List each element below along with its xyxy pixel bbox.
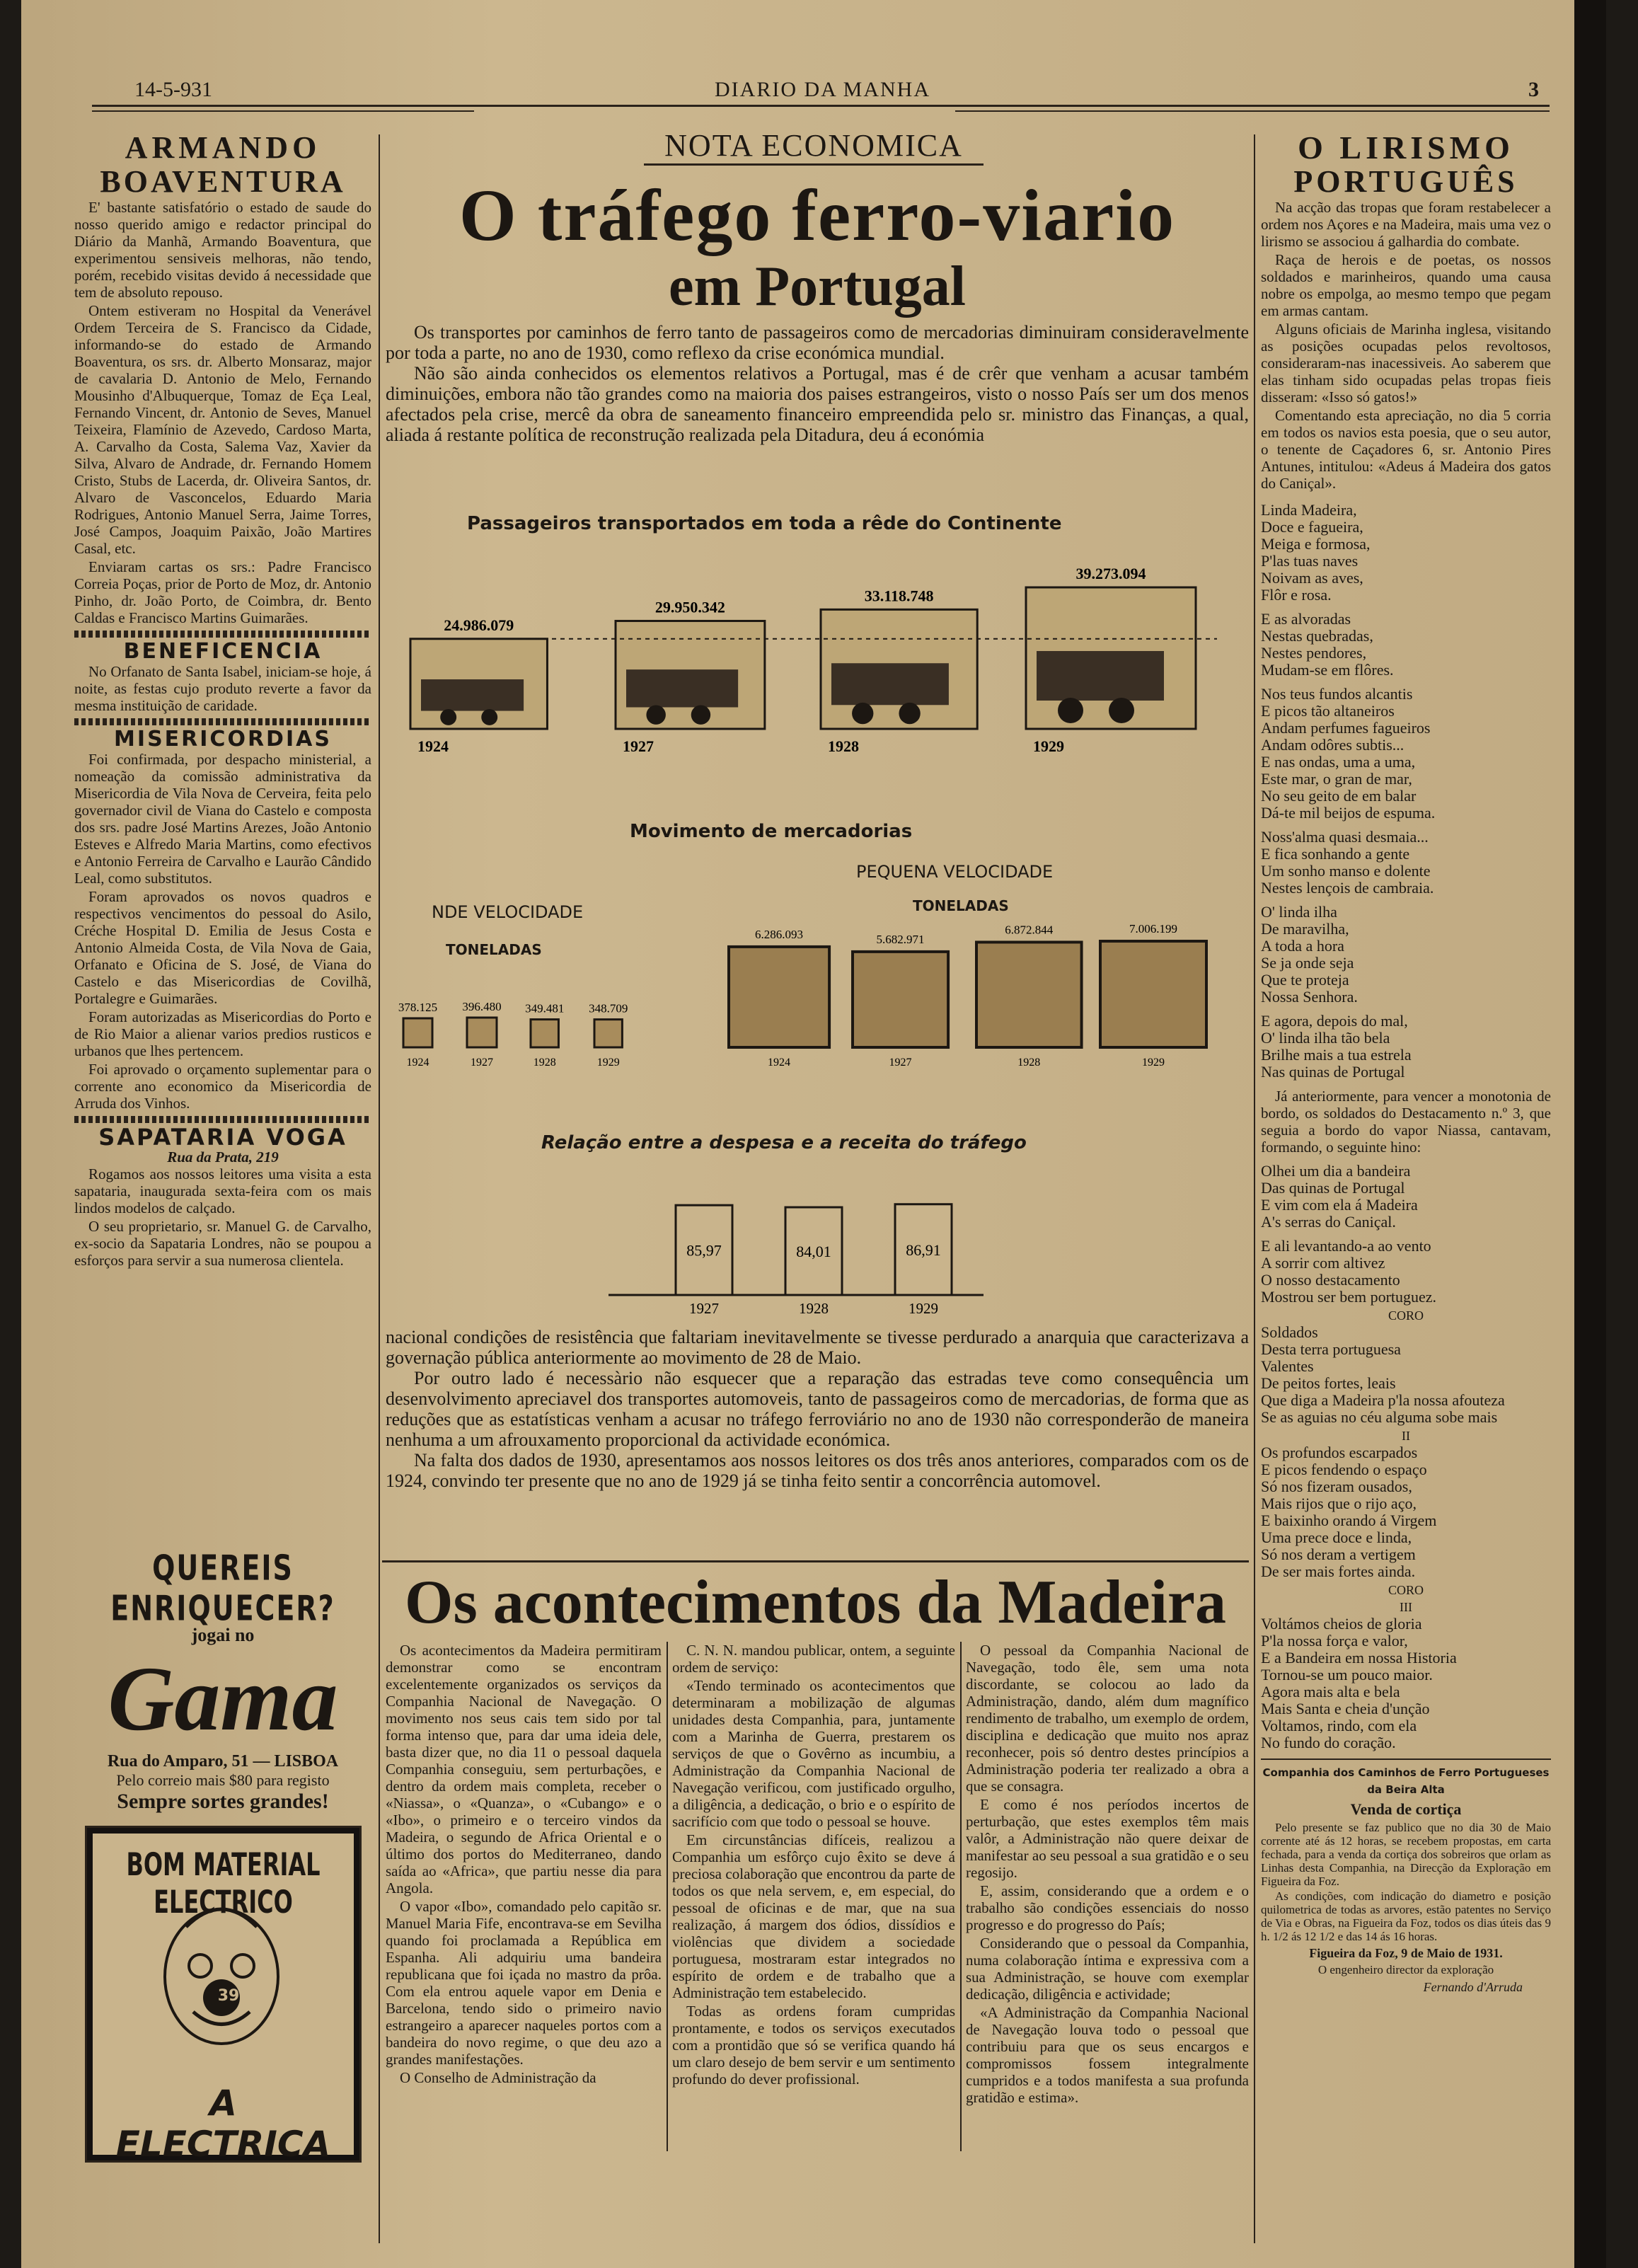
lirismo-intro: Na acção das tropas que foram restabelecer a ordem nos Açores e na Madeira, mais uma vez o lirismo se associou á galhardia do combate.: [1261, 199, 1551, 250]
hino-stanza-2: E ali levantando-a ao vento A sorrir com altivez O nosso destacamento Mostrou ser bem portuguez.: [1261, 1237, 1437, 1306]
poem-stanza-3: Nos teus fundos alcantis E picos tão altaneiros Andam perfumes fagueiros Andam odôres subtis... E nas ondas, uma a uma, Este mar, o gran de mar, No seu geito de em balar Dá-te mil beijos de espuma.: [1261, 685, 1436, 822]
poem-stanza-1: Linda Madeira, Doce e fagueira, Meiga e formosa, P'las tuas naves Noivam as aves, Flôr e rosa.: [1261, 501, 1371, 604]
pv-year-label: 1924: [768, 1057, 791, 1069]
poem-stanza-6: E agora, depois do mal, O' linda ilha tão bela Brilhe mais a tua estrela Nas quinas de Portugal: [1261, 1012, 1412, 1081]
lirismo-p4: Comentando esta apreciação, no dia 5 corria em todos os navios esta poesia, que o seu autor, o tenente de Caçadores 6, sr. Antonio Pires Antunes, intitulou: «Adeus á Madeira dos gatos do Caniçal».: [1261, 407, 1551, 492]
train-wheel-icon: [691, 705, 710, 724]
madeira-c3-p5: «A Administração da Companhia Nacional de Navegação louva todo o pessoal que contribuiu para que os seus encargos e compromissos fossem integralmente cumpridos e a todos manifesta a sua profunda gratidão e estima».: [966, 2004, 1249, 2106]
lirismo-p3: Alguns oficiais de Marinha inglesa, visitando as posições ocupadas pelos revoltosos, consideraram-nas inacessiveis. Ao saberem que elas tinham sido ocupadas pelas tropas fieis disseram: «Isso só gatos!»: [1261, 321, 1551, 405]
section-divider: [74, 631, 371, 638]
beneficencia-title: BENEFICENCIA: [123, 639, 323, 664]
chart-passengers: [403, 552, 1224, 764]
pv-year-label: 1928: [1017, 1057, 1041, 1069]
gv-crate-bar: [467, 1018, 497, 1047]
pv-unit: TONELADAS: [913, 897, 1009, 914]
gv-year-label: 1929: [596, 1057, 620, 1069]
lirismo-title-2: PORTUGUÊS: [1293, 164, 1518, 199]
gv-crate-bar: [594, 1020, 622, 1047]
beneficencia-text: No Orfanato de Santa Isabel, iniciam-se hoje, á noite, as festas cujo produto reverte a favor da mesma instituição de caridade.: [74, 663, 371, 714]
passenger-value-label: 33.118.748: [864, 587, 934, 605]
madeira-rule: [382, 1560, 1249, 1562]
chart-grande-velocidade: [389, 962, 658, 1076]
gama-logo: Gama: [108, 1648, 338, 1750]
train-wheel-icon: [1109, 698, 1134, 723]
pv-label: PEQUENA VELOCIDADE: [856, 862, 1054, 882]
train-wheel-icon: [481, 709, 497, 725]
ratio-value-label: 85,97: [686, 1241, 722, 1260]
pv-year-label: 1929: [1142, 1057, 1165, 1069]
electrica-store: A ELECTRICA: [115, 2083, 331, 2165]
trafego-headline: O tráfego ferro-viario: [458, 175, 1176, 256]
ratio-value-label: 86,91: [906, 1241, 941, 1259]
madeira-c2-p3: Em circunstâncias difíceis, realizou a Companhia um esfôrço cujo êxito se deve á preciosa colaboração que encontrou da parte de todos os que nela servem, e, em especial, do pessoal de oficinas e de mar, que na sua realização, á margem dos ódios, dissídios e violências que dividem a sociedade portuguesa, mostraram estar integrados no espírito de ordem e de trabalho que a Administração tem estabelecido.: [672, 1831, 955, 2001]
ratio-year-label: 1927: [689, 1300, 719, 1316]
gv-value-label: 349.481: [525, 1001, 565, 1015]
madeira-divider-1: [667, 1642, 668, 2151]
column-divider-right: [1254, 134, 1255, 2243]
ratio-year-label: 1929: [909, 1300, 938, 1316]
cp-signature: Fernando d'Arruda: [1423, 1980, 1523, 1994]
roman-2: II: [1402, 1429, 1410, 1443]
poem-stanza-5: O' linda ilha De maravilha, A toda a hora Se ja onde seja Que te proteja Nossa Senhora.: [1261, 903, 1358, 1006]
chart-ratio-title: Relação entre a despesa e a receita do tráfego: [541, 1132, 1027, 1153]
gv-year-label: 1924: [406, 1057, 429, 1069]
madeira-c2-p1: C. N. N. mandou publicar, ontem, a seguinte ordem de serviço:: [672, 1642, 955, 1676]
train-body-icon: [421, 679, 524, 711]
gv-crate-bar: [531, 1020, 558, 1047]
madeira-c2-p2: «Tendo terminado os acontecimentos que determinaram a mobilização de algumas unidades desta Companhia, para, juntamente com a Marinha de Guerra, prestarem os serviços de que o Govêrno as incumbiu, a Administração da Companhia Nacional de Navegação verificou, com justificado orgulho, a diligência, a dedicação, o brio e o espírito de sacrifício com que todo o pessoal se houve.: [672, 1677, 955, 1830]
misericordias-text-4: Foi aprovado o orçamento suplementar para o corrente ano economico da Misericordia de Arruda dos Vinhos.: [74, 1061, 371, 1112]
column-divider-left: [379, 134, 380, 2243]
ratio-value-label: 84,01: [796, 1243, 831, 1261]
newspaper-page: [21, 0, 1606, 2268]
poem: [1261, 502, 1551, 1081]
madeira-c3-p3: E, assim, considerando que a ordem e o trabalho são condições essenciais do nosso progresso e do progresso do País;: [966, 1882, 1249, 1933]
misericordias-text-1: Foi confirmada, por despacho ministerial, a nomeação da comissão administrativa da Misericordia de Vila Nova de Cerveira, feita pelo governador civil de Viana do Castelo e composta dos srs. padre José Martins Arezes, João Antonio Esteves e Alfredo Maria Martins, como efectivos e Antonio Ferreira de Carvalho e Laurão Cândido Leal, como substitutos.: [74, 751, 371, 887]
hino-stanza-5: Voltámos cheios de gloria P'la nossa força e valor, E a Bandeira em nossa Historia Tornou-se um pouco maior. Agora mais alta e bela Mais Santa e cheia d'unção Voltamos, rindo, com ela No fundo do coração.: [1261, 1615, 1457, 1751]
armando-title-2: BOAVENTURA: [100, 164, 346, 199]
gv-value-label: 396.480: [462, 1000, 502, 1013]
trafego-para-1: Os transportes por caminhos de ferro tanto de passageiros como de mercadorias diminuiram consideravelmente por toda a parte, no ano de 1930, como reflexo da crise económica mundial.: [386, 322, 1249, 363]
train-body-icon: [831, 663, 949, 705]
gama-mail: Pelo correio mais $80 para registo: [116, 1771, 330, 1789]
pv-crate-bar: [729, 947, 829, 1047]
madeira-col-2: [672, 1642, 955, 2151]
gama-slogan: Sempre sortes grandes!: [117, 1790, 329, 1813]
section-divider: [74, 1116, 371, 1123]
madeira-c1-p3: O Conselho de Administração da: [400, 2069, 596, 2086]
pv-value-label: 5.682.971: [876, 932, 925, 946]
misericordias-text-2: Foram aprovados os novos quadros e respectivos vencimentos do pessoal do Asilo, Créche Hospital D. Emilia de Jesus Costa e Antonio Almeida Costa, de Vila Nova de Gaia, Orfanato e Oficina de S. José, de Viana do Castelo e das Misericordias de Covilhã, Portalegre e Guimarães.: [74, 888, 371, 1007]
gama-ad: [74, 1547, 371, 1813]
trafego-body: [386, 1327, 1249, 1560]
gv-value-label: 378.125: [398, 1000, 438, 1014]
pv-value-label: 6.872.844: [1005, 923, 1054, 937]
train-wheel-icon: [852, 703, 873, 724]
train-body-icon: [626, 669, 738, 707]
header-page-number: 3: [1528, 78, 1539, 101]
madeira-col-3: [966, 1642, 1249, 2151]
lirismo-p2: Raça de herois e de poetas, os nossos soldados e marinheiros, quando uma causa nobre os empolga, ao mesmo tempo que pegam em armas cantam.: [1261, 251, 1551, 319]
passenger-year-label: 1929: [1033, 737, 1064, 755]
trafego-intro: [386, 322, 1249, 492]
passenger-value-label: 29.950.342: [654, 598, 725, 616]
pv-value-label: 6.286.093: [755, 927, 804, 941]
nota-economica-kicker: NOTA ECONOMICA: [644, 127, 984, 166]
armando-text-1: E' bastante satisfatório o estado de saude do nosso querido amigo e redactor principal do Diário da Manhã, Armando Boaventura, que experimentou sensiveis melhoras, não tendo, porém, recebido visitas devido á necessidade que tem de absoluto repouso.: [74, 199, 371, 301]
gama-address: Rua do Amparo, 51 — LISBOA: [107, 1752, 339, 1771]
electrica-badge: 39: [217, 1987, 240, 2005]
cp-text-1: Pelo presente se faz publico que no dia 30 de Maio corrente até ás 12 horas, se recebem propostas, em carta fechada, para a venda da cortiça dos sobreiros que orlam as Linhas desta Companhia, na Direcção da Exploração em Figueira da Foz.: [1261, 1821, 1551, 1888]
madeira-divider-2: [960, 1642, 962, 2151]
left-column: [74, 131, 371, 1525]
chart-goods-title: Movimento de mercadorias: [630, 821, 913, 842]
sapataria-title: SAPATARIA VOGA: [98, 1124, 347, 1151]
gv-unit: TONELADAS: [446, 941, 542, 958]
madeira-c3-p4: Considerando que o pessoal da Companhia, numa colaboração íntima e expressiva com a sua Administração, se houve com exemplar dedicação, diligência e actividade;: [966, 1935, 1249, 2003]
binding-edge: [1574, 0, 1606, 2268]
madeira-col-1: [386, 1642, 662, 2151]
header-rule-right: [955, 110, 1550, 112]
cp-text-2: As condições, com indicação do diametro e posição quilometrica de todas as arvores, estão patentes no Serviço de Via e Obras, na Figueira da Foz, todos os dias úteis das 9 h. 1/2 ás 12 1/2 e das 14 ás 16 horas.: [1261, 1889, 1551, 1943]
poem-stanza-2: E as alvoradas Nestas quebradas, Nestes pendores, Mudam-se em flôres.: [1261, 610, 1394, 679]
chart-ratio: [609, 1189, 991, 1316]
pv-value-label: 7.006.199: [1129, 922, 1177, 936]
notice-rule: [1261, 1758, 1551, 1760]
lirismo-title-1: O LIRISMO: [1298, 131, 1514, 166]
page-header: [92, 78, 1542, 113]
sapataria-text-2: O seu proprietario, sr. Manuel G. de Carvalho, ex-socio da Sapataria Londres, não se poupou a esforços para servir a sua numerosa clientela.: [74, 1218, 371, 1269]
bulb-face-icon: [151, 1899, 292, 2068]
trafego-subhead: em Portugal: [669, 255, 966, 318]
pv-crate-bar: [853, 952, 948, 1047]
header-date: 14-5-931: [134, 78, 212, 101]
header-rule-left: [92, 110, 474, 112]
ratio-year-label: 1928: [799, 1300, 829, 1316]
pv-crate-bar: [976, 942, 1082, 1047]
right-column: [1261, 131, 1551, 2169]
passenger-value-label: 24.986.079: [444, 616, 514, 634]
hino-stanza-4: Os profundos escarpados E picos fendendo o espaço Só nos fizeram ousados, Mais rijos que o rijo aço, E baixinho orando á Virgem Uma prece doce e linda, Só nos deram a vertigem De ser mais fortes ainda.: [1261, 1444, 1437, 1580]
gv-value-label: 348.709: [589, 1001, 628, 1015]
train-wheel-icon: [1058, 698, 1083, 723]
roman-3: III: [1400, 1600, 1412, 1614]
sapataria-address: Rua da Prata, 219: [167, 1149, 279, 1165]
train-body-icon: [1037, 651, 1164, 701]
madeira-c1-p1: Os acontecimentos da Madeira permitiram demonstrar como se encontram excelentemente organizados os serviços da Companhia Nacional de Navegação. O movimento nos seus cais tem sido por tal forma intenso que, para dar uma ideia dele, basta dizer que, no dia 11 o pessoal daquela Companhia conseguiu, sem perturbações, e dentro da ordem mais completa, receber o «Niassa», o «Quanza», o «Cubango» e o «Ibo», o primeiro e o terceiro vindos da Madeira, o segundo de Africa Oriental e o último dos portos do Mediterraneo, dando saída ao «Africa», que partiu nesse dia para Angola.: [386, 1642, 662, 1896]
pv-year-label: 1927: [889, 1057, 912, 1069]
hino: [1261, 1163, 1551, 1751]
madeira-c3-p1: O pessoal da Companhia Nacional de Navegação, todo êle, sem uma nota discordante, se colocou ao lado da Administração, dando, além dum magnífico rendimento de trabalho, um exemplo de ordem, disciplina e dedicação que muito nos apraz reconhecer, pois só dentro destes princípios a Administração poderia ter realizado a obra a que se consagra.: [966, 1642, 1249, 1795]
trafego-para-3: nacional condições de resistência que faltariam inevitavelmente se tivesse perdurado a anarquia que caracterizava a governação pública anteriormente ao movimento de 28 de Maio.: [386, 1327, 1249, 1368]
gv-crate-bar: [403, 1018, 432, 1047]
lirismo-p5: Já anteriormente, para vencer a monotonia de bordo, os soldados do Destacamento n.º 3, que seguia a bordo do vapor Niassa, cantavam, formando, o seguinte hino:: [1261, 1088, 1551, 1156]
hino-stanza-1: Olhei um dia a bandeira Das quinas de Portugal E vim com ela á Madeira A's serras do Caniçal.: [1261, 1162, 1418, 1231]
cp-date: Figueira da Foz, 9 de Maio de 1931.: [1309, 1946, 1503, 1960]
madeira-c2-p4: Todas as ordens foram cumpridas prontamente, e todos os serviços executados com a prontidão que só se verifica quando há um claro desejo de bem servir e um sentimento profundo do dever profissional.: [672, 2003, 955, 2088]
trafego-para-4: Por outro lado é necessàrio não esquecer que a reparação das estradas teve como consequência um desenvolvimento apreciavel dos transportes automoveis, tanto de passageiros como de mercadorias, de forma que as reduções que as estatísticas venham a acusar no tráfego ferroviário no ano de 1930 não corresponderão de maneira nenhuma a um afrouxamento proporcional da actividade económica.: [386, 1368, 1249, 1450]
trafego-para-5: Na falta dos dados de 1930, apresentamos aos nossos leitores os dos três anos anteriores, comparados com os de 1924, convindo ter presente que no ano de 1929 já se tinha feito sentir a concorrência automovel.: [386, 1450, 1249, 1491]
madeira-c1-p2: O vapor «Ibo», comandado pelo capitão sr. Manuel Maria Fife, encontrava-se em Sevilha quando foi proclamada a República em Espanha. Ali adquiriu uma bandeira republicana que foi içada no mastro da prôa. Com ela entrou aquele vapor em Denia e Barcelona, tendo sido o primeiro navio estrangeiro a aparecer naqueles portos com a bandeira do novo regime, o que deu azo a grandes manifestações.: [386, 1898, 662, 2068]
gv-label: NDE VELOCIDADE: [432, 902, 584, 922]
coro-label-2: CORO: [1388, 1583, 1424, 1597]
armando-text-2: Ontem estiveram no Hospital da Venerável Ordem Terceira de S. Francisco da Cidade, informando-se do estado de Armando Boaventura, os srs. dr. Alberto Monsaraz, major de cavalaria D. Antonio de Melo, Fernando Mousinho d'Albuquerque, Tomaz de Eça Leal, Fernando Vincent, dr. Antonio de Seves, Manuel Teixeira, Flamínio de Azevedo, Cardoso Marta, A. Carvalho da Costa, Salema Vaz, Xavier da Silva, Alvaro de Andrade, dr. Fernando Homem Cristo, Stubs de Lacerda, dr. Oliveira Santos, dr. Alvaro de Vasconcelos, Eduardo Maria Rodrigues, Antonio Manuel Serra, Jaime Torres, José Campos, Joaquim Paixão, João Martires Casal, etc.: [74, 302, 371, 557]
cp-title: Venda de cortiça: [1350, 1800, 1462, 1818]
gama-question: QUEREIS ENRIQUECER?: [110, 1547, 335, 1629]
header-masthead: DIARIO DA MANHA: [715, 78, 930, 101]
cp-role: O engenheiro director da exploração: [1317, 1963, 1494, 1976]
madeira-c3-p2: E como é nos períodos incertos de perturbação, que estes exemplos têm mais valôr, a Administração não quere deixar de manifestar ao seu pessoal a sua gratidão e o seu regosijo.: [966, 1796, 1249, 1881]
train-wheel-icon: [899, 703, 920, 724]
chart-pequena-velocidade: [715, 913, 1224, 1076]
electrica-ad: [85, 1826, 362, 2163]
passenger-year-label: 1928: [828, 737, 859, 755]
coro-label-1: CORO: [1388, 1308, 1424, 1323]
header-rule: [92, 105, 1550, 107]
misericordias-text-3: Foram autorizadas as Misericordias do Porto e de Rio Maior a alienar varios predios rusticos e urbanos que lhes pertencem.: [74, 1008, 371, 1059]
passenger-year-label: 1927: [623, 737, 654, 755]
armando-text-3: Enviaram cartas os srs.: Padre Francisco Correia Poças, prior de Porto de Moz, dr. Antonio Pinho, dr. João Porto, de Coimbra, dr. Bento Caldas e Francisco Martins Guimarães.: [74, 558, 371, 626]
section-divider: [74, 718, 371, 725]
train-wheel-icon: [646, 705, 665, 724]
hino-stanza-3: Soldados Desta terra portuguesa Valentes De peitos fortes, leais Que diga a Madeira p'la nossa afouteza Se as aguias no céu alguma sobe mais: [1261, 1323, 1505, 1426]
cp-company: Companhia dos Caminhos de Ferro Portugueses da Beira Alta: [1262, 1766, 1550, 1796]
armando-title-1: ARMANDO: [125, 131, 321, 165]
trafego-para-2: Não são ainda conhecidos os elementos relativos a Portugal, mas é de crêr que venham a acusar também diminuições, embora não tão grandes como na maioria dos paises estrangeiros, visto o nosso País ser um dos menos afectados pela crise, mercê da obra de saneamento financeiro empreendida pelo sr. ministro das Finanças, a qual, aliada á restante política de reconstrução realizada pela Ditadura, deu á económia: [386, 363, 1249, 445]
pv-crate-bar: [1100, 941, 1206, 1047]
misericordias-title: MISERICORDIAS: [114, 727, 332, 752]
passenger-value-label: 39.273.094: [1075, 565, 1146, 582]
poem-stanza-4: Noss'alma quasi desmaia... E fica sonhando a gente Um sonho manso e dolente Nestes lençois de cambraia.: [1261, 828, 1434, 897]
madeira-headline: Os acontecimentos da Madeira: [405, 1568, 1226, 1637]
gv-year-label: 1927: [471, 1057, 493, 1069]
gv-year-label: 1928: [533, 1057, 556, 1069]
train-wheel-icon: [440, 709, 456, 725]
electrica-title: BOM MATERIAL ELECTRICO: [126, 1845, 321, 1921]
chart-passengers-title: Passageiros transportados em toda a rêde do Continente: [467, 513, 1062, 534]
gama-jogai: jogai no: [191, 1625, 255, 1645]
passenger-year-label: 1924: [417, 737, 449, 755]
sapataria-text-1: Rogamos aos nossos leitores uma visita a esta sapataria, inaugurada sexta-feira com os mais lindos modelos de calçado.: [74, 1165, 371, 1216]
